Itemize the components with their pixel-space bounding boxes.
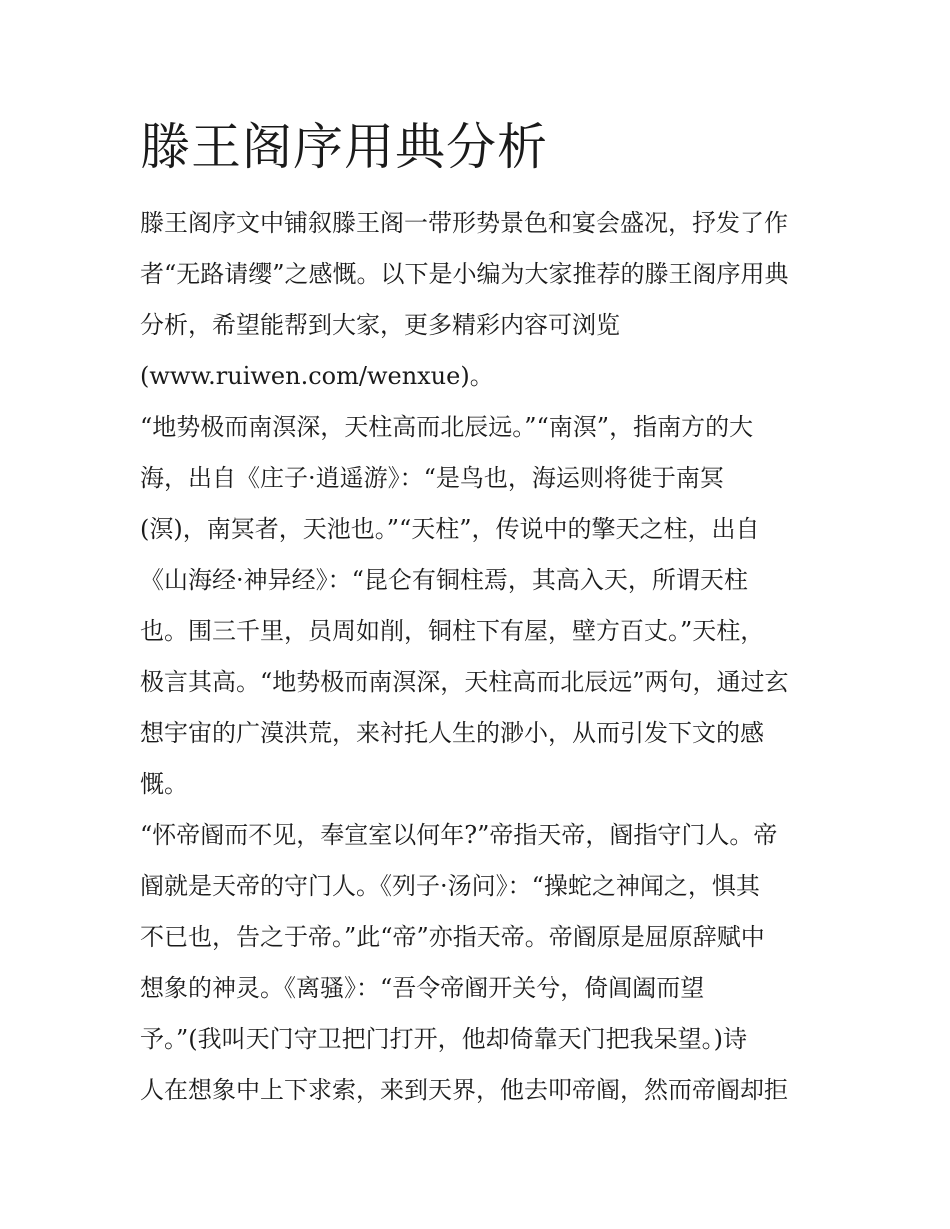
text-line: 予。”(我叫天门守卫把门打开，他却倚靠天门把我呆望。)诗 — [140, 1025, 747, 1053]
text-line: 者“无路请缨”之感慨。以下是小编为大家推荐的滕王阁序用典 — [140, 260, 789, 288]
document-title: 滕王阁序用典分析 — [140, 118, 548, 176]
text-line: “怀帝阍而不见，奉宣室以何年?”帝指天帝，阍指守门人。帝 — [140, 821, 778, 849]
text-line: 不已也，告之于帝。”此“帝”亦指天帝。帝阍原是屈原辞赋中 — [140, 923, 765, 951]
text-line: 滕王阁序文中铺叙滕王阁一带形势景色和宴会盛况，抒发了作 — [140, 209, 788, 237]
text-line: “地势极而南溟深，天柱高而北辰远。”“南溟”，指南方的大 — [140, 413, 754, 441]
text-line: 分析，希望能帮到大家，更多精彩内容可浏览 — [140, 311, 620, 339]
text-line: 人在想象中上下求索，来到天界，他去叩帝阍，然而帝阍却拒 — [140, 1076, 788, 1104]
text-line: 慨。 — [140, 770, 188, 798]
text-line: 也。围三千里，员周如削，铜柱下有屋，壁方百丈。”天柱， — [140, 617, 765, 645]
text-line: (www.ruiwen.com/wenxue)。 — [140, 362, 494, 390]
text-line: 阍就是天帝的守门人。《列子·汤问》：“操蛇之神闻之，惧其 — [140, 872, 760, 900]
text-line: 想象的神灵。《离骚》：“吾令帝阍开关兮，倚阊阖而望 — [140, 974, 705, 1002]
text-line: 《山海经·神异经》：“昆仑有铜柱焉，其高入天，所谓天柱 — [140, 566, 748, 594]
text-line: 想宇宙的广漠洪荒，来衬托人生的渺小，从而引发下文的感 — [140, 719, 764, 747]
text-line: 海，出自《庄子·逍遥游》：“是鸟也，海运则将徙于南冥 — [140, 464, 724, 492]
document-body — [140, 198, 820, 1116]
text-line: 极言其高。“地势极而南溟深，天柱高而北辰远”两句，通过玄 — [140, 668, 789, 696]
text-line: (溟)，南冥者，天池也。”“天柱”，传说中的擎天之柱，出自 — [140, 515, 760, 543]
